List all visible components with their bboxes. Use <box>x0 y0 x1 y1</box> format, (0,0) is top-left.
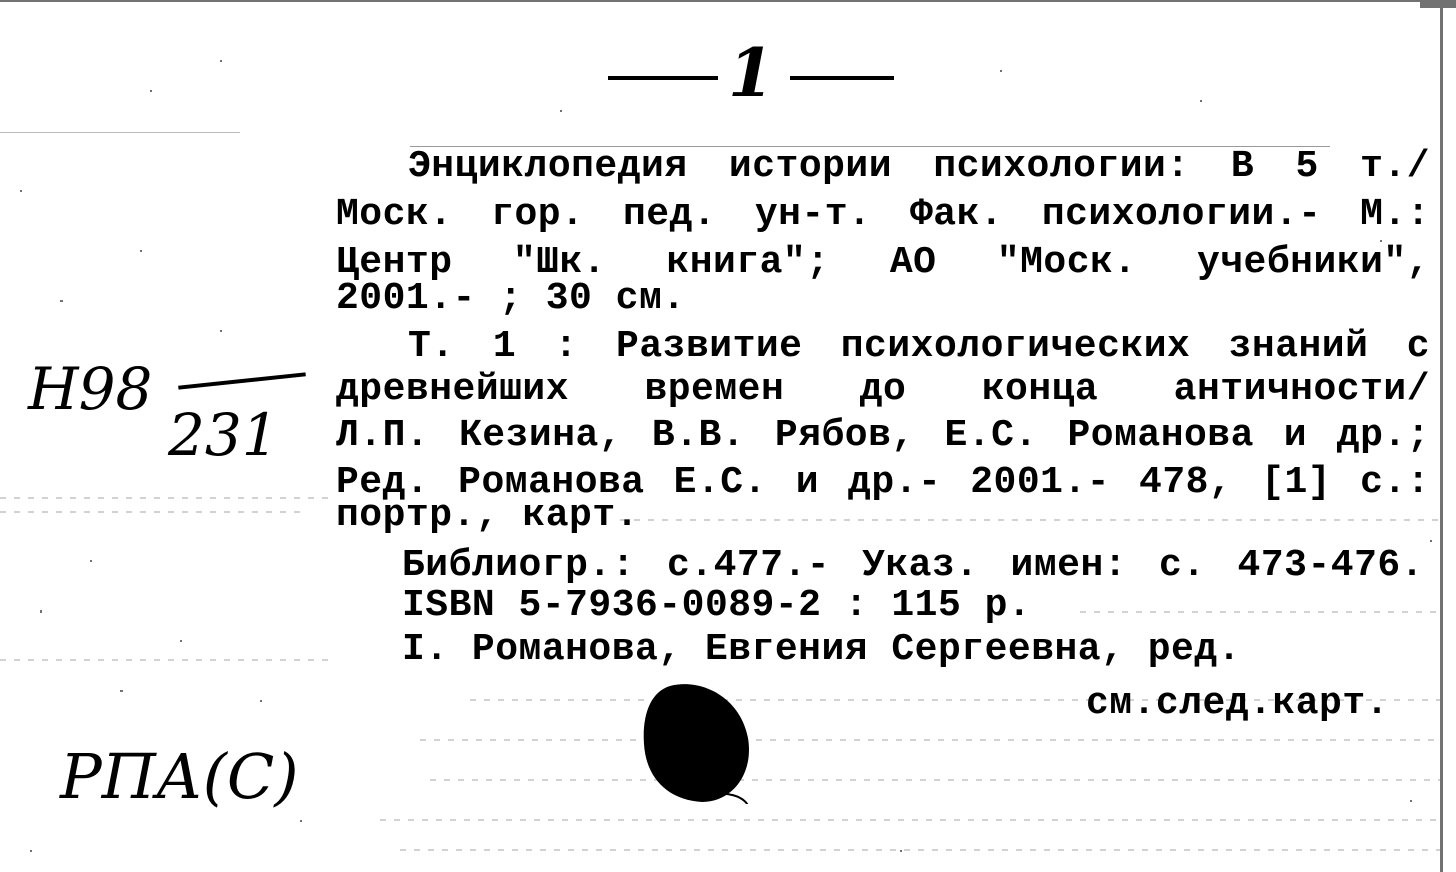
entry-line: Моск. гор. пед. ун-т. Фак. психологии.- М.: <box>336 193 1430 236</box>
card-number <box>600 34 900 112</box>
number-dash-right <box>790 76 894 80</box>
entry-line: портр., карт. <box>336 494 639 537</box>
handwritten-note: РПА(С) <box>60 740 299 813</box>
entry-line: Л.П. Кезина, В.В. Рябов, Е.С. Романова и др.; <box>336 414 1430 457</box>
entry-line: Т. 1 : Развитие психологических знаний с <box>408 325 1430 368</box>
entry-line: 2001.- ; 30 см. <box>336 277 686 320</box>
ink-blot <box>640 682 752 804</box>
number-dash-left <box>608 76 718 80</box>
entry-line: Центр "Шк. книга"; АО "Моск. учебники", <box>336 241 1430 284</box>
shelfmark-fraction-bar <box>178 372 306 389</box>
card-number-value: 1 <box>728 34 774 112</box>
entry-line: Энциклопедия истории психологии: В 5 т./ <box>408 145 1430 188</box>
entry-line: ISBN 5-7936-0089-2 : 115 р. <box>402 584 1032 627</box>
entry-line: Ред. Романова Е.С. и др.- 2001.- 478, [1] с.: <box>336 461 1430 504</box>
continued-note: см.след.карт. <box>1086 682 1389 725</box>
shelfmark-top: Н98 <box>28 355 153 423</box>
shelfmark <box>28 355 288 485</box>
scan-rule <box>0 132 240 133</box>
entry-line: I. Романова, Евгения Сергеевна, ред. <box>402 628 1241 671</box>
shelfmark-bottom: 231 <box>168 401 279 469</box>
entry-line: древнейших времен до конца античности/ <box>336 368 1430 411</box>
entry-line: Библиогр.: с.477.- Указ. имен: с. 473-476. <box>402 544 1424 587</box>
